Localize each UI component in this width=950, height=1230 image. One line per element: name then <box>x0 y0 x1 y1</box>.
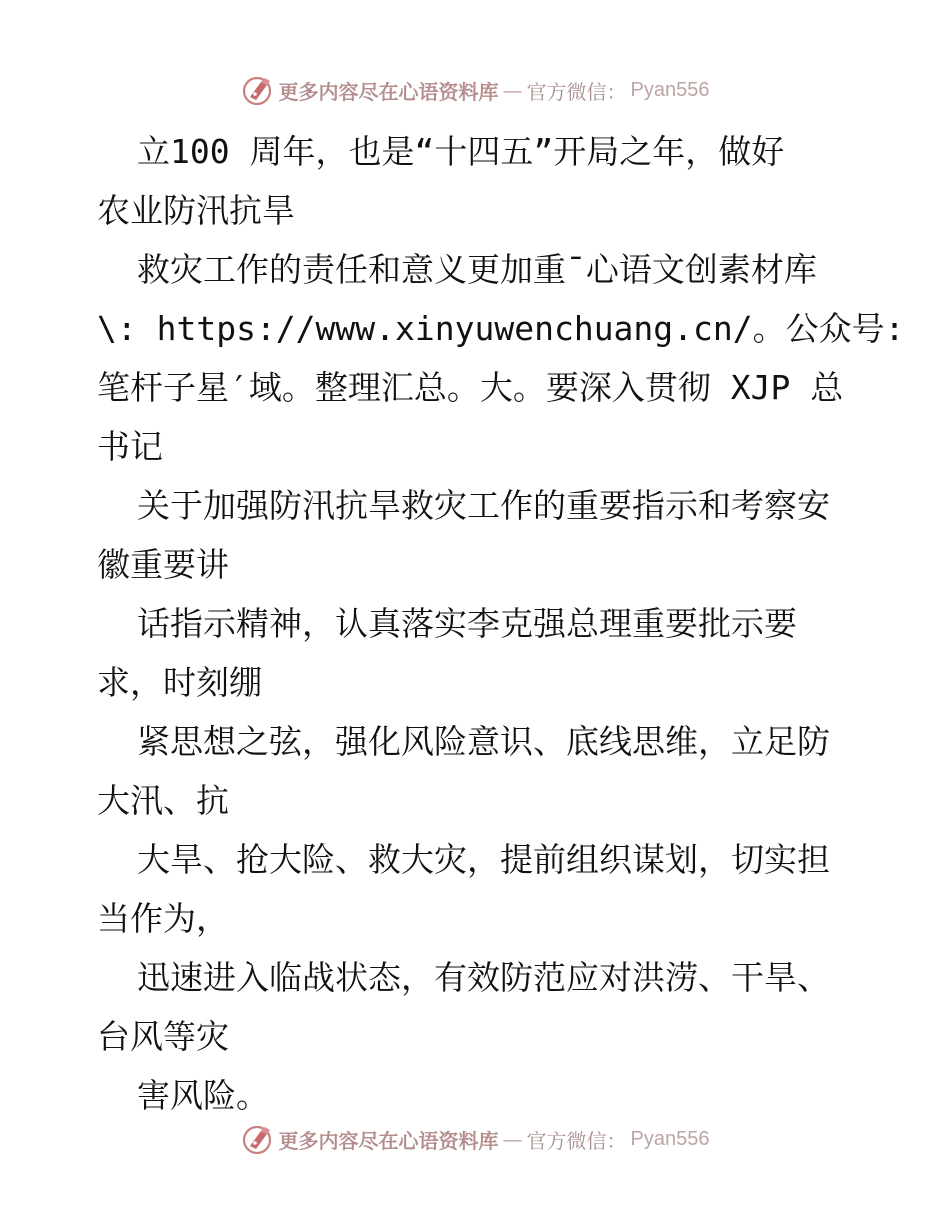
text-line: 立100 周年，也是“十四五”开局之年，做好 <box>137 132 785 171</box>
pen-nib-logo-icon <box>241 73 275 107</box>
wechat-account: Pyan556 <box>630 1127 710 1150</box>
text-line: 台风等灾 <box>97 1017 229 1056</box>
text-line: 徽重要讲 <box>97 545 229 584</box>
text-line: 当作为， <box>97 899 229 938</box>
text-line: 话指示精神，认真落实李克强总理重要批示要 <box>137 604 797 643</box>
text-line: 大汛、抗 <box>97 781 229 820</box>
wechat-label: 官方微信： <box>526 1128 627 1153</box>
banner-dash: — <box>502 1127 523 1151</box>
text-line: 书记 <box>97 427 163 466</box>
text-line: 农业防汛抗旱 <box>97 191 295 230</box>
text-line: 迅速进入临战状态，有效防范应对洪涝、干旱、 <box>137 958 830 997</box>
site-name: 更多内容尽在心语资料库 <box>278 79 499 104</box>
wechat-label: 官方微信： <box>526 79 627 104</box>
wechat-account: Pyan556 <box>630 78 710 101</box>
text-line: 救灾工作的责任和意义更加重¯心语文创素材库 <box>137 250 817 289</box>
text-line: 笔杆子星′域。整理汇总。大。要深入贯彻 XJP 总 <box>97 368 844 407</box>
text-line: 紧思想之弦，强化风险意识、底线思维，立足防 <box>137 722 830 761</box>
site-name: 更多内容尽在心语资料库 <box>278 1128 499 1153</box>
header-watermark-banner <box>0 70 950 110</box>
text-line: 关于加强防汛抗旱救灾工作的重要指示和考察安 <box>137 486 830 525</box>
document-body <box>97 122 905 1125</box>
banner-dash: — <box>502 78 523 102</box>
text-line: 求，时刻绷 <box>97 663 262 702</box>
footer-watermark-banner <box>0 1119 950 1159</box>
text-line: 大旱、抢大险、救大灾，提前组织谋划，切实担 <box>137 840 830 879</box>
text-line: \: https://www.xinyuwenchuang.cn/。公众号: <box>97 309 905 348</box>
text-line: 害风险。 <box>137 1076 269 1115</box>
pen-nib-logo-icon <box>241 1122 275 1156</box>
